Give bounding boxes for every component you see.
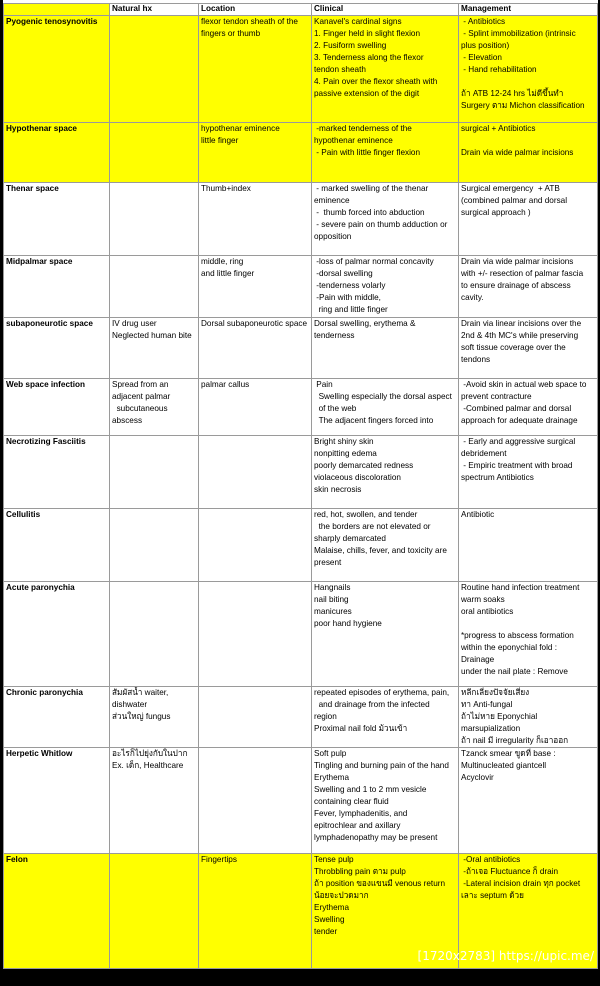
condition-cell: Cellulitis	[4, 509, 110, 582]
text-line: violaceous discoloration	[314, 473, 401, 482]
location-cell	[199, 436, 312, 509]
text-line	[461, 618, 595, 630]
text-line: Drain via wide palmar incisions	[461, 257, 574, 266]
text-line: tender	[314, 927, 338, 936]
condition-cell: subaponeurotic space	[4, 318, 110, 379]
text-line: Thumb+index	[201, 184, 251, 193]
text-line: spectrum Antibiotics	[461, 473, 534, 482]
management-cell	[459, 687, 598, 748]
text-line: skin necrosis	[314, 485, 362, 494]
management-cell	[459, 256, 598, 318]
management-cell	[459, 582, 598, 687]
natural-hx-cell	[110, 183, 199, 256]
condition-cell: Felon	[4, 854, 110, 969]
condition-cell: Necrotizing Fasciitis	[4, 436, 110, 509]
text-line: -Oral antibiotics	[461, 855, 521, 864]
text-line: 2nd & 4th MC's while preserving	[461, 331, 579, 340]
location-cell	[199, 16, 312, 123]
text-line: Acyclovir	[461, 773, 494, 782]
text-line: - Empiric treatment with broad	[461, 461, 573, 470]
text-line: lymphadenopathy may be present	[314, 833, 438, 842]
clinical-cell	[312, 123, 459, 183]
image-size-footer: [1720x2783] https://upic.me/	[417, 949, 594, 963]
table-row	[4, 687, 598, 748]
natural-hx-cell	[110, 509, 199, 582]
text-line: sharply demarcated	[314, 534, 386, 543]
text-line: present	[314, 558, 342, 567]
text-line: - marked swelling of the thenar	[314, 184, 429, 193]
text-line: Swelling especially the dorsal aspect	[314, 392, 452, 401]
management-cell	[459, 509, 598, 582]
text-line: - Early and aggressive surgical	[461, 437, 576, 446]
text-line: ถ้า nail มี irregularity ก็เอาออก	[461, 736, 569, 745]
text-line: 3. Tenderness along the flexor	[314, 53, 424, 62]
management-cell	[459, 379, 598, 436]
management-cell	[459, 183, 598, 256]
text-line: eminence	[314, 196, 350, 205]
text-line: Swelling and 1 to 2 mm vesicle	[314, 785, 427, 794]
text-line: Hangnails	[314, 583, 351, 592]
text-line: -ถ้าเจอ Fluctuance ก็ drain	[461, 867, 559, 876]
text-line: Fever, lymphadenitis, and	[314, 809, 408, 818]
text-line: fingers or thumb	[201, 29, 261, 38]
natural-hx-cell	[110, 748, 199, 854]
clinical-cell	[312, 379, 459, 436]
condition-cell: Midpalmar space	[4, 256, 110, 318]
text-line: opposition	[314, 232, 352, 241]
text-line: ถ้า position ของแขนมี venous return	[314, 879, 446, 888]
clinical-cell	[312, 582, 459, 687]
text-line: IV drug user	[112, 319, 157, 328]
text-line: warm soaks	[461, 595, 505, 604]
condition-cell: Web space infection	[4, 379, 110, 436]
text-line: Tense pulp	[314, 855, 354, 864]
text-line: อะไรก็ไปยุ่งกับในปาก	[112, 749, 188, 758]
text-line: -Combined palmar and dorsal	[461, 404, 572, 413]
text-line: (combined palmar and dorsal	[461, 196, 568, 205]
clinical-cell	[312, 687, 459, 748]
text-line: Tingling and burning pain of the hand	[314, 761, 449, 770]
text-line: Multinucleated giantcell	[461, 761, 547, 770]
text-line: ถ้าไม่หาย Eponychial	[461, 712, 538, 721]
natural-hx-cell	[110, 854, 199, 969]
text-line: surgical + Antibiotics	[461, 124, 536, 133]
text-line: subcutaneous abscess	[112, 404, 170, 425]
condition-cell: Herpetic Whitlow	[4, 748, 110, 854]
text-line: Dorsal swelling, erythema &	[314, 319, 416, 328]
text-line: 2. Fusiform swelling	[314, 41, 387, 50]
text-line: plus position)	[461, 41, 510, 50]
table-row	[4, 16, 598, 123]
hand-infection-table	[3, 3, 598, 969]
text-line: little finger	[201, 136, 239, 145]
condition-cell: Pyogenic tenosynovitis	[4, 16, 110, 123]
text-line: - severe pain on thumb adduction or	[314, 220, 448, 229]
condition-cell: Acute paronychia	[4, 582, 110, 687]
text-line: - Pain with little finger flexion	[314, 148, 421, 157]
text-line: debridement	[461, 449, 507, 458]
clinical-cell	[312, 509, 459, 582]
text-line: Throbbling pain ตาม pulp	[314, 867, 406, 876]
text-line: Proximal nail fold ม้วนเข้า	[314, 724, 408, 733]
text-line: - Antibiotics	[461, 17, 506, 26]
text-line: to ensure drainage of abscess	[461, 281, 571, 290]
text-line: Pain	[314, 380, 333, 389]
natural-hx-cell	[110, 16, 199, 123]
text-line	[461, 76, 595, 88]
text-line: 4. Pain over the flexor sheath with	[314, 77, 438, 86]
text-line: cavity.	[461, 293, 484, 302]
location-cell	[199, 582, 312, 687]
text-line: 1. Finger held in slight flexion	[314, 29, 421, 38]
text-line: Spread from an	[112, 380, 169, 389]
natural-hx-cell	[110, 379, 199, 436]
location-cell	[199, 318, 312, 379]
table-row	[4, 379, 598, 436]
table-row	[4, 318, 598, 379]
text-line: marsupialization	[461, 724, 521, 733]
text-line: Tzanck smear ขูดที่ base :	[461, 749, 556, 758]
text-line: passive extension of the digit	[314, 89, 420, 98]
document-sheet	[3, 0, 598, 966]
text-line: -tenderness volarly	[314, 281, 386, 290]
text-line: dishwater	[112, 700, 148, 709]
header-clinical: Clinical	[312, 4, 459, 16]
text-line: หลีกเลี่ยงปัจจัยเสี่ยง	[461, 688, 530, 697]
text-line: under the nail plate : Remove	[461, 667, 568, 676]
text-line: Drain via wide palmar incisions	[461, 148, 574, 157]
text-line: เลาะ septum ด้วย	[461, 891, 524, 900]
text-line: Bright shiny skin	[314, 437, 374, 446]
text-line: Kanavel's cardinal signs	[314, 17, 402, 26]
text-line: Swelling	[314, 915, 345, 924]
text-line: Fingertips	[201, 855, 237, 864]
header-management: Management	[459, 4, 598, 16]
table-row	[4, 582, 598, 687]
text-line: within the eponychial fold :	[461, 643, 558, 652]
table-row	[4, 436, 598, 509]
text-line: -dorsal swelling	[314, 269, 373, 278]
clinical-cell	[312, 183, 459, 256]
text-line: -Lateral incision drain ทุก pocket	[461, 879, 581, 888]
natural-hx-cell	[110, 123, 199, 183]
text-line: *progress to abscess formation	[461, 631, 574, 640]
text-line: region	[314, 712, 337, 721]
text-line: น้อยจะปวดมาก	[314, 891, 369, 900]
text-line: approach for adequate drainage	[461, 416, 578, 425]
table-body	[4, 16, 598, 969]
text-line: -loss of palmar normal concavity	[314, 257, 434, 266]
text-line: adjacent palmar	[112, 392, 171, 401]
text-line: and little finger	[201, 269, 255, 278]
condition-cell: Chronic paronychia	[4, 687, 110, 748]
text-line: hypothenar eminence	[314, 136, 393, 145]
text-line: -Avoid skin in actual web space to	[461, 380, 587, 389]
text-line: Surgery ตาม Michon classification	[461, 101, 585, 110]
text-line: Drain via linear incisions over the	[461, 319, 582, 328]
text-line: soft tissue coverage over the	[461, 343, 566, 352]
text-line: palmar callus	[201, 380, 250, 389]
text-line: and drainage from the infected	[314, 700, 430, 709]
location-cell	[199, 183, 312, 256]
natural-hx-cell	[110, 436, 199, 509]
text-line: the borders are not elevated or	[314, 522, 431, 531]
text-line: oral antibiotics	[461, 607, 514, 616]
text-line: epitrochlear and axillary	[314, 821, 401, 830]
clinical-cell	[312, 748, 459, 854]
management-cell	[459, 748, 598, 854]
text-line: ทา Anti-fungal	[461, 700, 513, 709]
text-line: Neglected human bite	[112, 331, 192, 340]
text-line: flexor tendon sheath of the	[201, 17, 298, 26]
text-line: Soft pulp	[314, 749, 347, 758]
text-line: Routine hand infection treatment	[461, 583, 580, 592]
text-line: -marked tenderness of the	[314, 124, 412, 133]
text-line: สัมผัสน้ำ waiter,	[112, 688, 169, 697]
table-row	[4, 748, 598, 854]
header-condition	[4, 4, 110, 16]
header-natural-hx: Natural hx	[110, 4, 199, 16]
table-row	[4, 509, 598, 582]
text-line: ring and little finger	[314, 305, 388, 314]
text-line: - Splint immobilization (intrinsic	[461, 29, 576, 38]
text-line: middle, ring	[201, 257, 244, 266]
location-cell	[199, 854, 312, 969]
table-row	[4, 123, 598, 183]
text-line: nonpitting edema	[314, 449, 377, 458]
management-cell	[459, 123, 598, 183]
text-line: Dorsal subaponeurotic space	[201, 319, 308, 328]
text-line: Malaise, chills, fever, and toxicity are	[314, 546, 447, 555]
text-line: tendons	[461, 355, 491, 364]
text-line: nail biting	[314, 595, 349, 604]
clinical-cell	[312, 436, 459, 509]
location-cell	[199, 379, 312, 436]
text-line: The adjacent fingers forced into	[314, 416, 434, 425]
text-line: prevent contracture	[461, 392, 532, 401]
management-cell	[459, 318, 598, 379]
text-line: poor hand hygiene	[314, 619, 382, 628]
table-row	[4, 183, 598, 256]
location-cell	[199, 748, 312, 854]
text-line: tendon sheath	[314, 65, 366, 74]
text-line: - Elevation	[461, 53, 502, 62]
natural-hx-cell	[110, 318, 199, 379]
location-cell	[199, 256, 312, 318]
text-line: with +/- resection of palmar fascia	[461, 269, 584, 278]
text-line: ส่วนใหญ่ fungus	[112, 712, 171, 721]
natural-hx-cell	[110, 256, 199, 318]
management-cell	[459, 436, 598, 509]
location-cell	[199, 509, 312, 582]
text-line: of the web	[314, 404, 357, 413]
text-line: hypothenar eminence	[201, 124, 280, 133]
clinical-cell	[312, 318, 459, 379]
natural-hx-cell	[110, 687, 199, 748]
text-line: Antibiotic	[461, 510, 495, 519]
management-cell	[459, 16, 598, 123]
clinical-cell	[312, 16, 459, 123]
text-line: - thumb forced into abduction	[314, 208, 425, 217]
text-line: Surgical emergency + ATB	[461, 184, 560, 193]
text-line: poorly demarcated redness	[314, 461, 414, 470]
text-line: ถ้า ATB 12-24 hrs ไม่ดีขึ้นทำ	[461, 89, 564, 98]
text-line: red, hot, swollen, and tender	[314, 510, 418, 519]
location-cell	[199, 687, 312, 748]
text-line: Ex. เด็ก, Healthcare	[112, 761, 184, 770]
text-line: surgical approach )	[461, 208, 531, 217]
table-row	[4, 256, 598, 318]
text-line: manicures	[314, 607, 352, 616]
condition-cell: Hypothenar space	[4, 123, 110, 183]
clinical-cell	[312, 256, 459, 318]
condition-cell: Thenar space	[4, 183, 110, 256]
text-line: Erythema	[314, 773, 350, 782]
header-location: Location	[199, 4, 312, 16]
natural-hx-cell	[110, 582, 199, 687]
location-cell	[199, 123, 312, 183]
text-line: Drainage	[461, 655, 495, 664]
header-row	[4, 4, 598, 16]
text-line: Erythema	[314, 903, 350, 912]
text-line	[461, 135, 595, 147]
text-line: containing clear fluid	[314, 797, 389, 806]
text-line: tenderness	[314, 331, 355, 340]
text-line: repeated episodes of erythema, pain,	[314, 688, 450, 697]
text-line: - Hand rehabilitation	[461, 65, 537, 74]
text-line: -Pain with middle,	[314, 293, 381, 302]
